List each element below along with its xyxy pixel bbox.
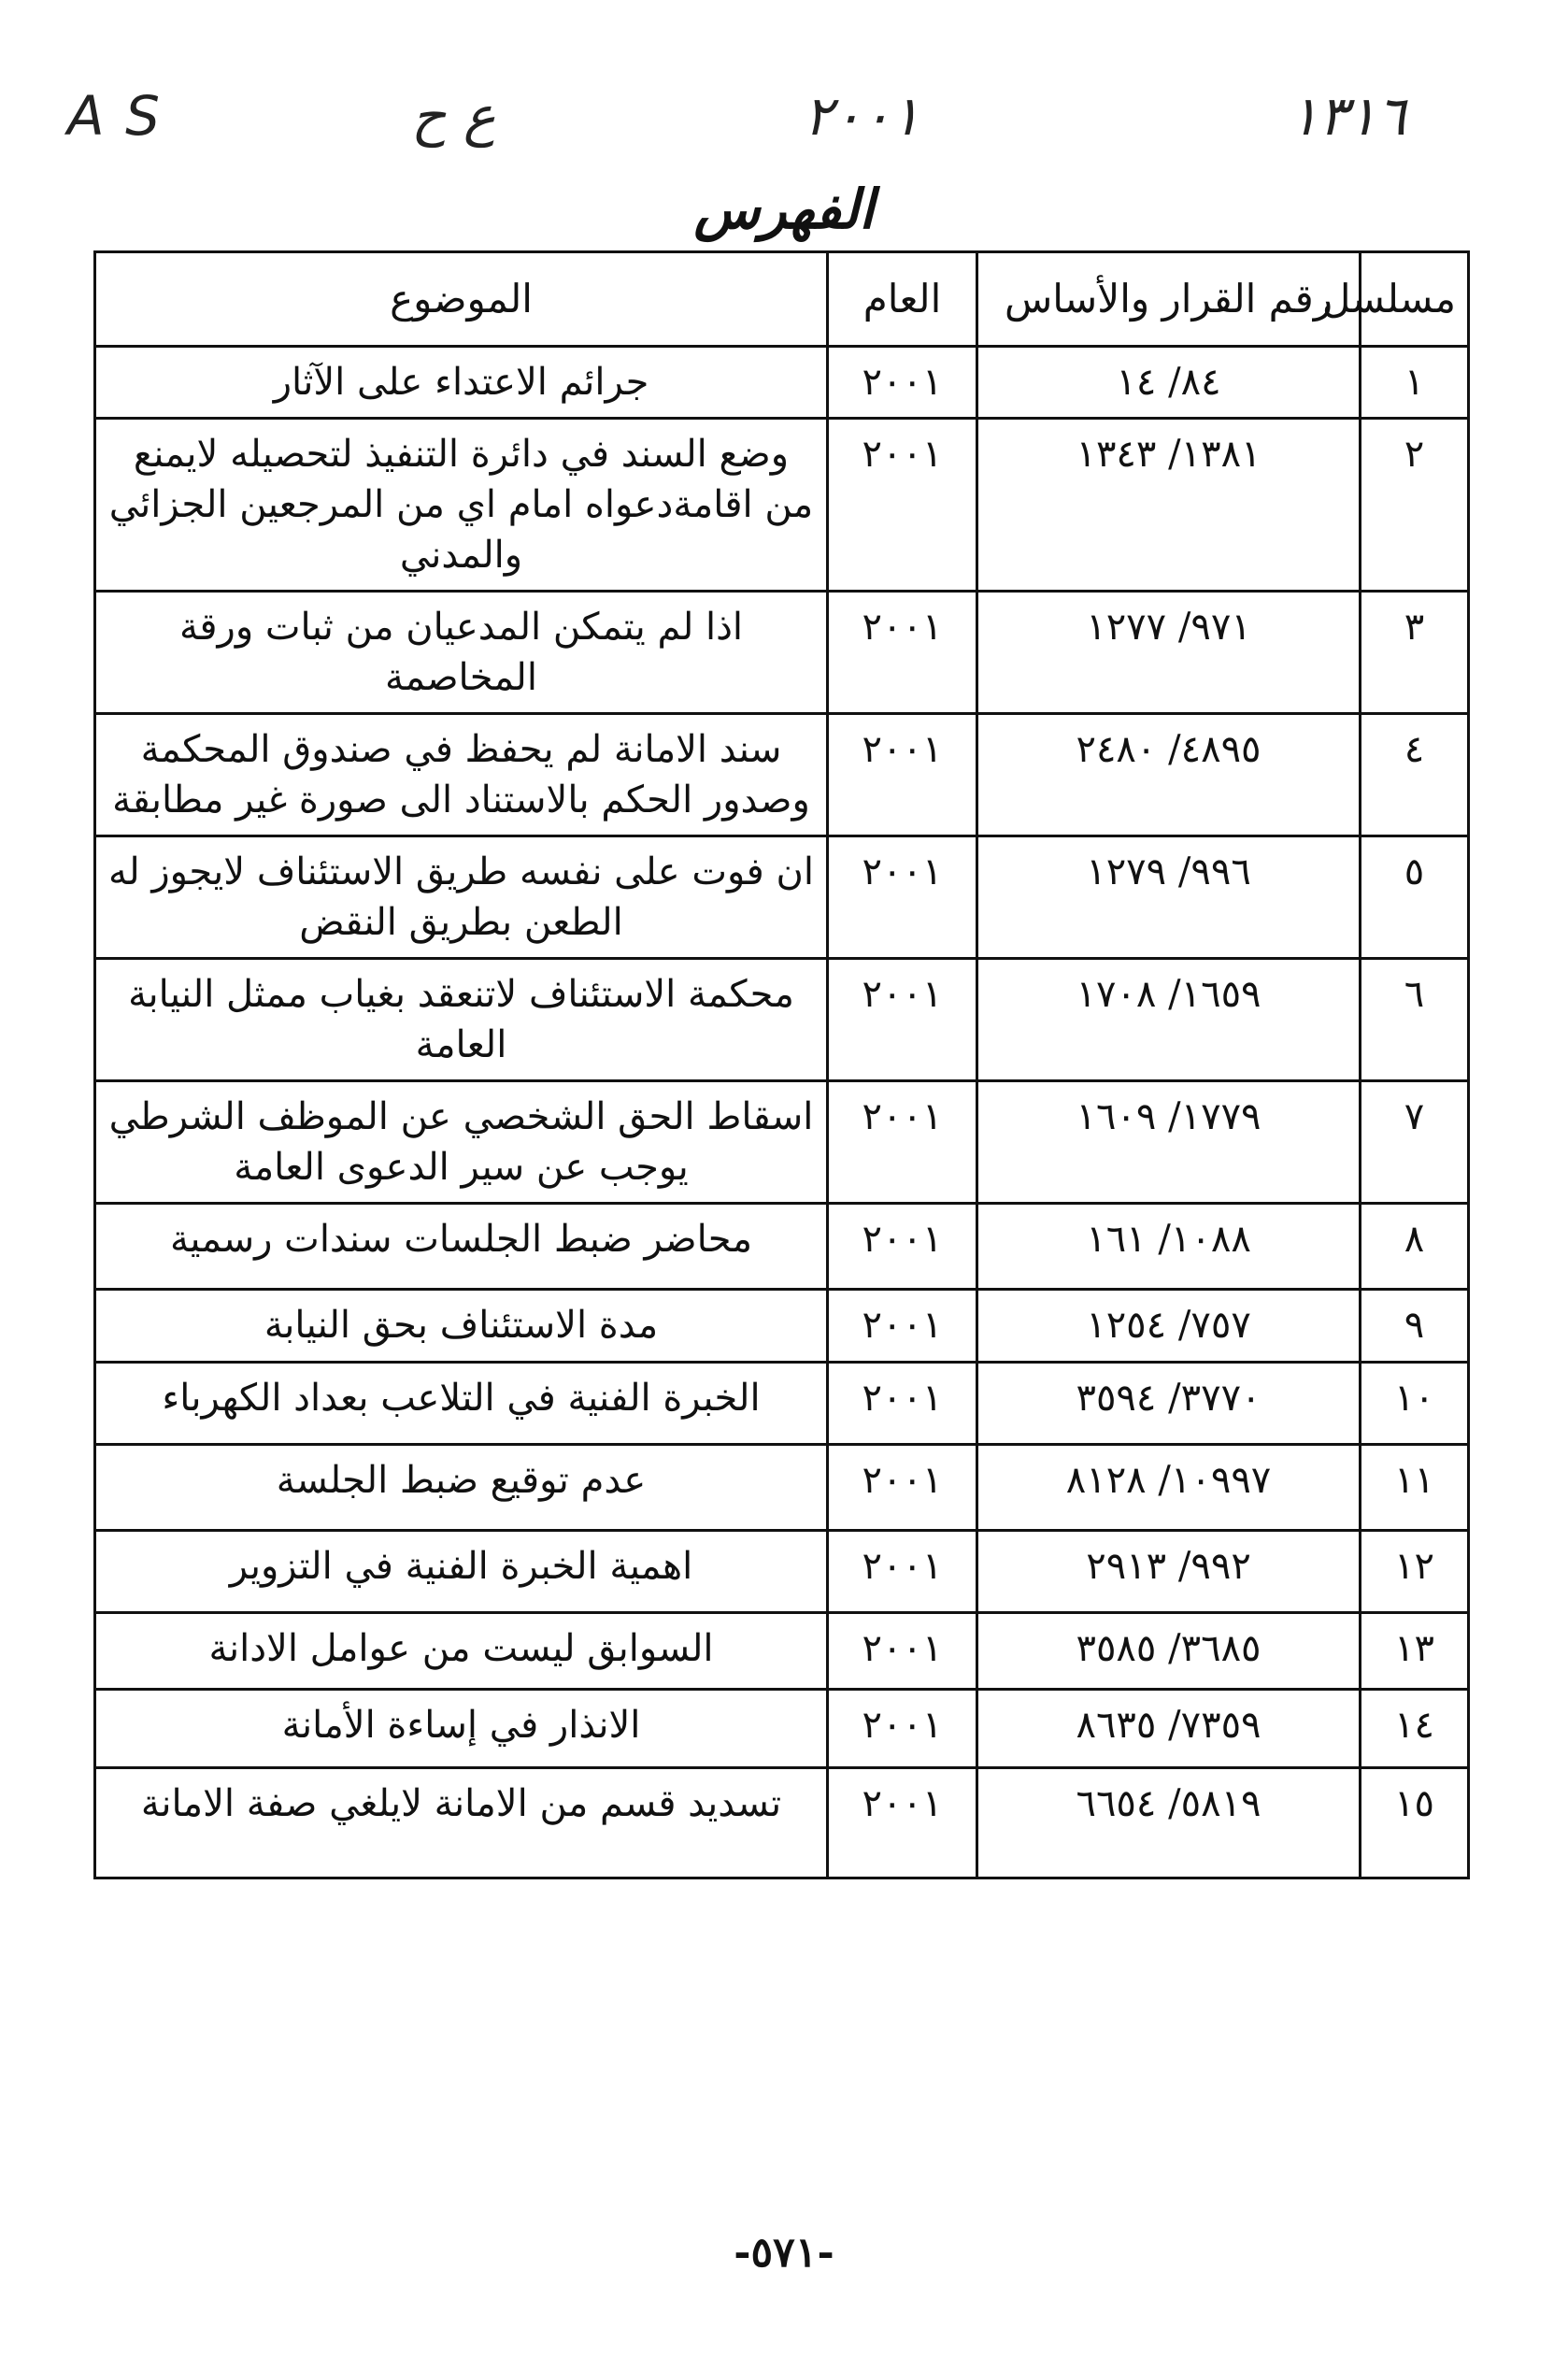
serial-cell: ٤ (1361, 714, 1469, 836)
column-header-serial: مسلسل (1361, 252, 1469, 347)
serial-cell: ٦ (1361, 959, 1469, 1081)
page-title: الفهرس (693, 178, 875, 241)
column-header-year: العام (828, 252, 977, 347)
handwritten-note-1: A S (67, 84, 162, 148)
year-cell: ٢٠٠١ (828, 1290, 977, 1363)
column-header-subject: الموضوع (95, 252, 828, 347)
page-number: -٥٧١- (734, 2229, 834, 2277)
decision-number-cell: ٧٣٥٩/ ٨٦٣٥ (977, 1690, 1361, 1768)
table-row (95, 836, 1469, 959)
subject-cell: سند الامانة لم يحفظ في صندوق المحكمة وصدور الحكم بالاستناد الى صورة غير مطابقة (95, 714, 828, 836)
table-row (95, 1363, 1469, 1445)
serial-cell: ١١ (1361, 1445, 1469, 1531)
subject-cell: عدم توقيع ضبط الجلسة (95, 1445, 828, 1531)
table-row (95, 1613, 1469, 1690)
subject-cell: السوابق ليست من عوامل الادانة (95, 1613, 828, 1690)
table-body (95, 347, 1469, 1878)
subject-cell: الانذار في إساءة الأمانة (95, 1690, 828, 1768)
handwritten-note-2: ع ح (411, 84, 496, 148)
subject-cell: ان فوت على نفسه طريق الاستئناف لايجوز له الطعن بطريق النقض (95, 836, 828, 959)
serial-cell: ١٤ (1361, 1690, 1469, 1768)
decision-number-cell: ٩٧١/ ١٢٧٧ (977, 592, 1361, 714)
table-row (95, 1768, 1469, 1878)
subject-cell: تسديد قسم من الامانة لايلغي صفة الامانة (95, 1768, 828, 1878)
serial-cell: ٩ (1361, 1290, 1469, 1363)
year-cell: ٢٠٠١ (828, 1768, 977, 1878)
table-row (95, 1690, 1469, 1768)
serial-cell: ١٣ (1361, 1613, 1469, 1690)
serial-cell: ٨ (1361, 1204, 1469, 1290)
decision-number-cell: ٨٤/ ١٤ (977, 347, 1361, 419)
year-cell: ٢٠٠١ (828, 419, 977, 592)
year-cell: ٢٠٠١ (828, 1613, 977, 1690)
table-row (95, 1081, 1469, 1204)
decision-number-cell: ١٣٨١/ ١٣٤٣ (977, 419, 1361, 592)
subject-cell: محكمة الاستئناف لاتنعقد بغياب ممثل النيابة العامة (95, 959, 828, 1081)
year-cell: ٢٠٠١ (828, 714, 977, 836)
table-row (95, 1290, 1469, 1363)
decision-number-cell: ٣٧٧٠/ ٣٥٩٤ (977, 1363, 1361, 1445)
table-row (95, 419, 1469, 592)
decision-number-cell: ١٠٩٩٧/ ٨١٢٨ (977, 1445, 1361, 1531)
table-header-row (95, 252, 1469, 347)
subject-cell: اذا لم يتمكن المدعيان من ثبات ورقة المخاصمة (95, 592, 828, 714)
decision-number-cell: ٤٨٩٥/ ٢٤٨٠ (977, 714, 1361, 836)
decision-number-cell: ٩٩٢/ ٢٩١٣ (977, 1531, 1361, 1613)
table-row (95, 959, 1469, 1081)
serial-cell: ١٥ (1361, 1768, 1469, 1878)
table-row (95, 1531, 1469, 1613)
subject-cell: جرائم الاعتداء على الآثار (95, 347, 828, 419)
serial-cell: ٣ (1361, 592, 1469, 714)
serial-cell: ٧ (1361, 1081, 1469, 1204)
table-row (95, 714, 1469, 836)
serial-cell: ١ (1361, 347, 1469, 419)
decision-number-cell: ٧٥٧/ ١٢٥٤ (977, 1290, 1361, 1363)
table-row (95, 347, 1469, 419)
subject-cell: محاضر ضبط الجلسات سندات رسمية (95, 1204, 828, 1290)
decision-number-cell: ٩٩٦/ ١٢٧٩ (977, 836, 1361, 959)
year-cell: ٢٠٠١ (828, 959, 977, 1081)
handwritten-note-3: ٢٠٠١ (804, 84, 920, 148)
subject-cell: وضع السند في دائرة التنفيذ لتحصيله لايمنع من اقامةدعواه امام اي من المرجعين الجزائي والمدني (95, 419, 828, 592)
subject-cell: اسقاط الحق الشخصي عن الموظف الشرطي يوجب عن سير الدعوى العامة (95, 1081, 828, 1204)
table-row (95, 1445, 1469, 1531)
table-row (95, 592, 1469, 714)
decision-number-cell: ١٦٥٩/ ١٧٠٨ (977, 959, 1361, 1081)
decision-number-cell: ١٠٨٨/ ١٦١ (977, 1204, 1361, 1290)
table-row (95, 1204, 1469, 1290)
decision-number-cell: ٥٨١٩/ ٦٦٥٤ (977, 1768, 1361, 1878)
year-cell: ٢٠٠١ (828, 1204, 977, 1290)
decision-number-cell: ٣٦٨٥/ ٣٥٨٥ (977, 1613, 1361, 1690)
year-cell: ٢٠٠١ (828, 347, 977, 419)
year-cell: ٢٠٠١ (828, 592, 977, 714)
serial-cell: ١٠ (1361, 1363, 1469, 1445)
year-cell: ٢٠٠١ (828, 836, 977, 959)
serial-cell: ٢ (1361, 419, 1469, 592)
serial-cell: ٥ (1361, 836, 1469, 959)
year-cell: ٢٠٠١ (828, 1690, 977, 1768)
year-cell: ٢٠٠١ (828, 1445, 977, 1531)
subject-cell: الخبرة الفنية في التلاعب بعداد الكهرباء (95, 1363, 828, 1445)
handwritten-note-4: ١٣١٦ (1290, 84, 1406, 148)
year-cell: ٢٠٠١ (828, 1363, 977, 1445)
index-table (93, 250, 1470, 1879)
column-header-decision: رقم القرار والأساس (977, 252, 1361, 347)
serial-cell: ١٢ (1361, 1531, 1469, 1613)
year-cell: ٢٠٠١ (828, 1531, 977, 1613)
year-cell: ٢٠٠١ (828, 1081, 977, 1204)
subject-cell: اهمية الخبرة الفنية في التزوير (95, 1531, 828, 1613)
subject-cell: مدة الاستئناف بحق النيابة (95, 1290, 828, 1363)
decision-number-cell: ١٧٧٩/ ١٦٠٩ (977, 1081, 1361, 1204)
